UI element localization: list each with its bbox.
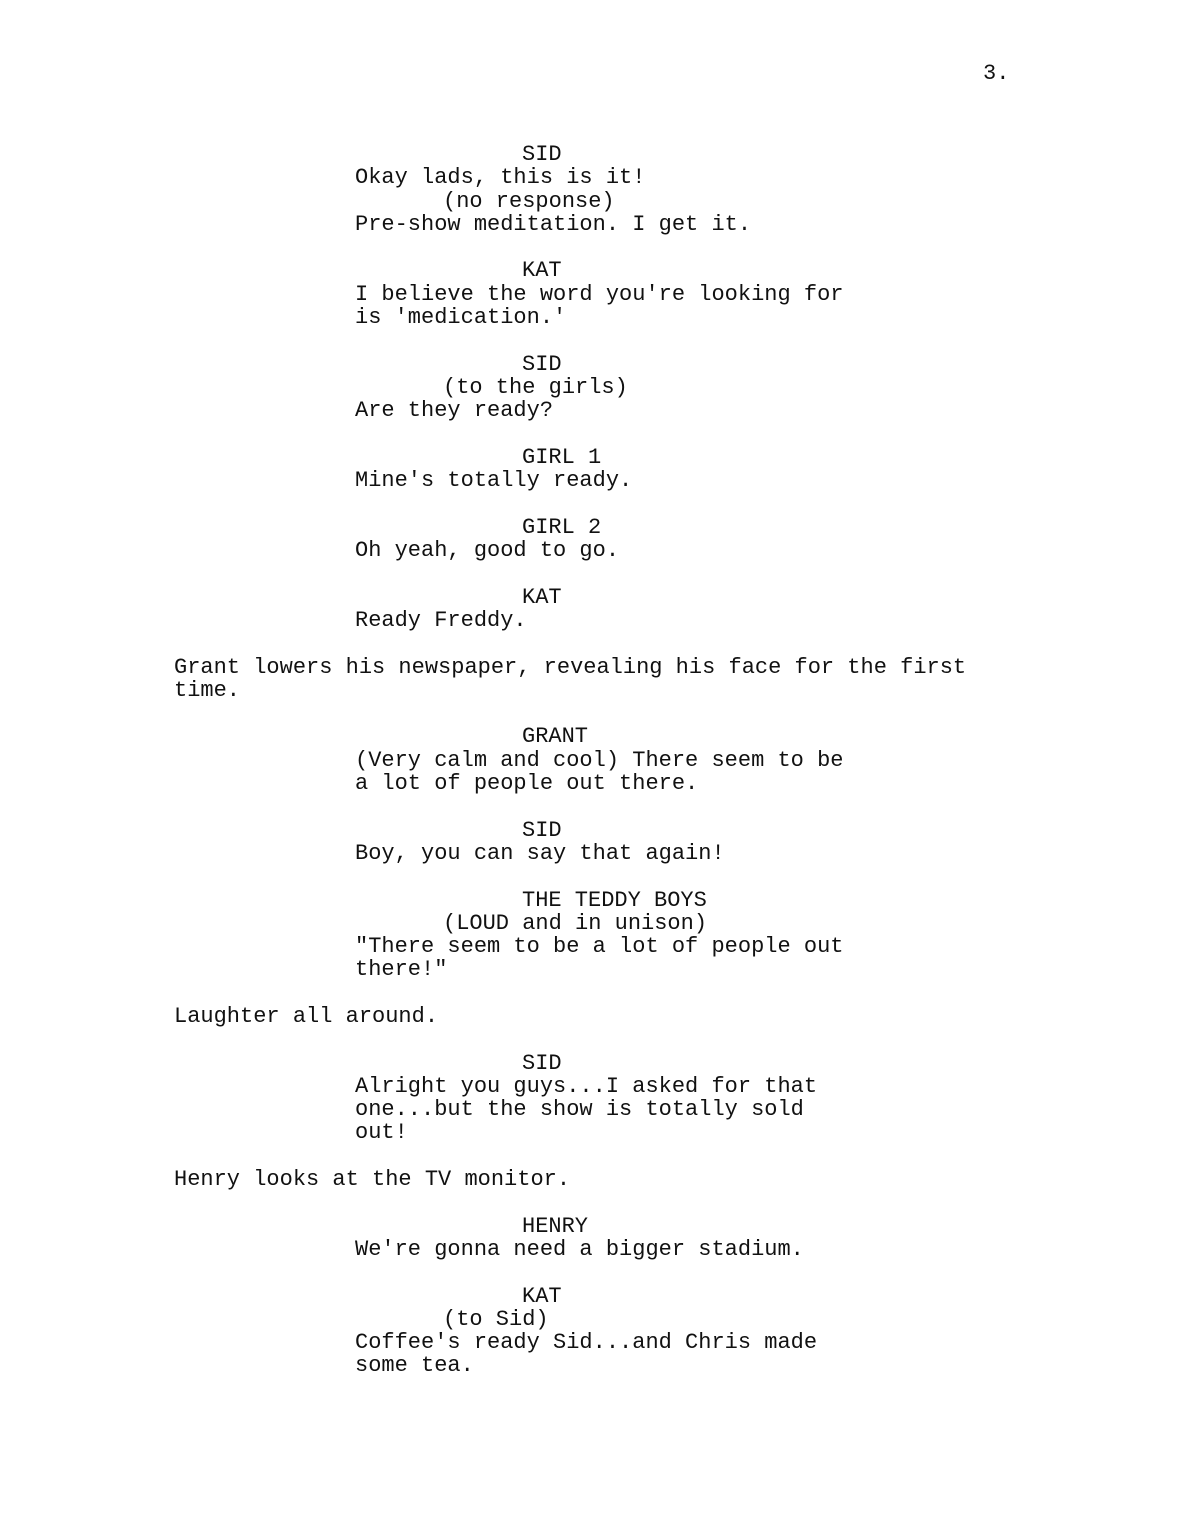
action-line: Grant lowers his newspaper, revealing his face for the first	[174, 654, 967, 680]
dialogue-line: Are they ready?	[355, 398, 554, 424]
character-name: SID	[522, 351, 562, 377]
action-block	[0, 1168, 1187, 1191]
dialogue-line: Okay lads, this is it!	[355, 165, 646, 191]
character-name: HENRY	[522, 1213, 589, 1239]
action-line: Laughter all around.	[174, 1003, 439, 1029]
dialogue-block	[0, 1052, 1187, 1145]
character-name: SID	[522, 817, 562, 843]
dialogue-block	[0, 1215, 1187, 1262]
dialogue-block	[0, 586, 1187, 633]
dialogue-block	[0, 446, 1187, 493]
dialogue-block	[0, 143, 1187, 236]
dialogue-line: a lot of people out there.	[355, 771, 699, 797]
dialogue-line: is 'medication.'	[355, 305, 567, 331]
parenthetical-line: (no response)	[443, 188, 615, 214]
dialogue-block	[0, 516, 1187, 563]
dialogue-line: Alright you guys...I asked for that	[355, 1073, 818, 1099]
character-name: SID	[522, 1050, 562, 1076]
dialogue-block	[0, 1285, 1187, 1378]
dialogue-block	[0, 819, 1187, 866]
character-name: THE TEDDY BOYS	[522, 887, 707, 913]
dialogue-block	[0, 353, 1187, 423]
dialogue-line: We're gonna need a bigger stadium.	[355, 1236, 804, 1262]
dialogue-line: Pre-show meditation. I get it.	[355, 211, 752, 237]
parenthetical-line: (LOUD and in unison)	[443, 910, 708, 936]
character-name: SID	[522, 142, 562, 167]
dialogue-line: some tea.	[355, 1353, 474, 1379]
action-line: time.	[174, 677, 241, 703]
character-name: KAT	[522, 258, 562, 284]
dialogue-line: there!"	[355, 957, 448, 983]
dialogue-line: one...but the show is totally sold	[355, 1097, 804, 1123]
parenthetical-line: (to the girls)	[443, 374, 628, 400]
dialogue-line: Oh yeah, good to go.	[355, 538, 620, 564]
character-name: KAT	[522, 1283, 562, 1309]
dialogue-line: Coffee's ready Sid...and Chris made	[355, 1330, 818, 1356]
dialogue-block	[0, 889, 1187, 982]
character-name: KAT	[522, 584, 562, 610]
screenplay-body	[0, 143, 1187, 1378]
dialogue-line: (Very calm and cool) There seem to be	[355, 747, 844, 773]
parenthetical-line: (to Sid)	[443, 1306, 549, 1332]
dialogue-line: Mine's totally ready.	[355, 468, 633, 494]
dialogue-line: Ready Freddy.	[355, 607, 527, 633]
character-name: GIRL 1	[522, 444, 602, 470]
action-line: Henry looks at the TV monitor.	[174, 1167, 571, 1193]
action-block	[0, 656, 1187, 703]
character-name: GIRL 2	[522, 514, 602, 540]
action-block	[0, 1005, 1187, 1028]
dialogue-line: "There seem to be a lot of people out	[355, 934, 844, 960]
dialogue-block	[0, 259, 1187, 329]
character-name: GRANT	[522, 724, 589, 750]
dialogue-line: Boy, you can say that again!	[355, 840, 725, 866]
page-number: 3.	[983, 61, 1010, 86]
dialogue-line: out!	[355, 1120, 408, 1146]
dialogue-line: I believe the word you're looking for	[355, 281, 844, 307]
dialogue-block	[0, 725, 1187, 795]
